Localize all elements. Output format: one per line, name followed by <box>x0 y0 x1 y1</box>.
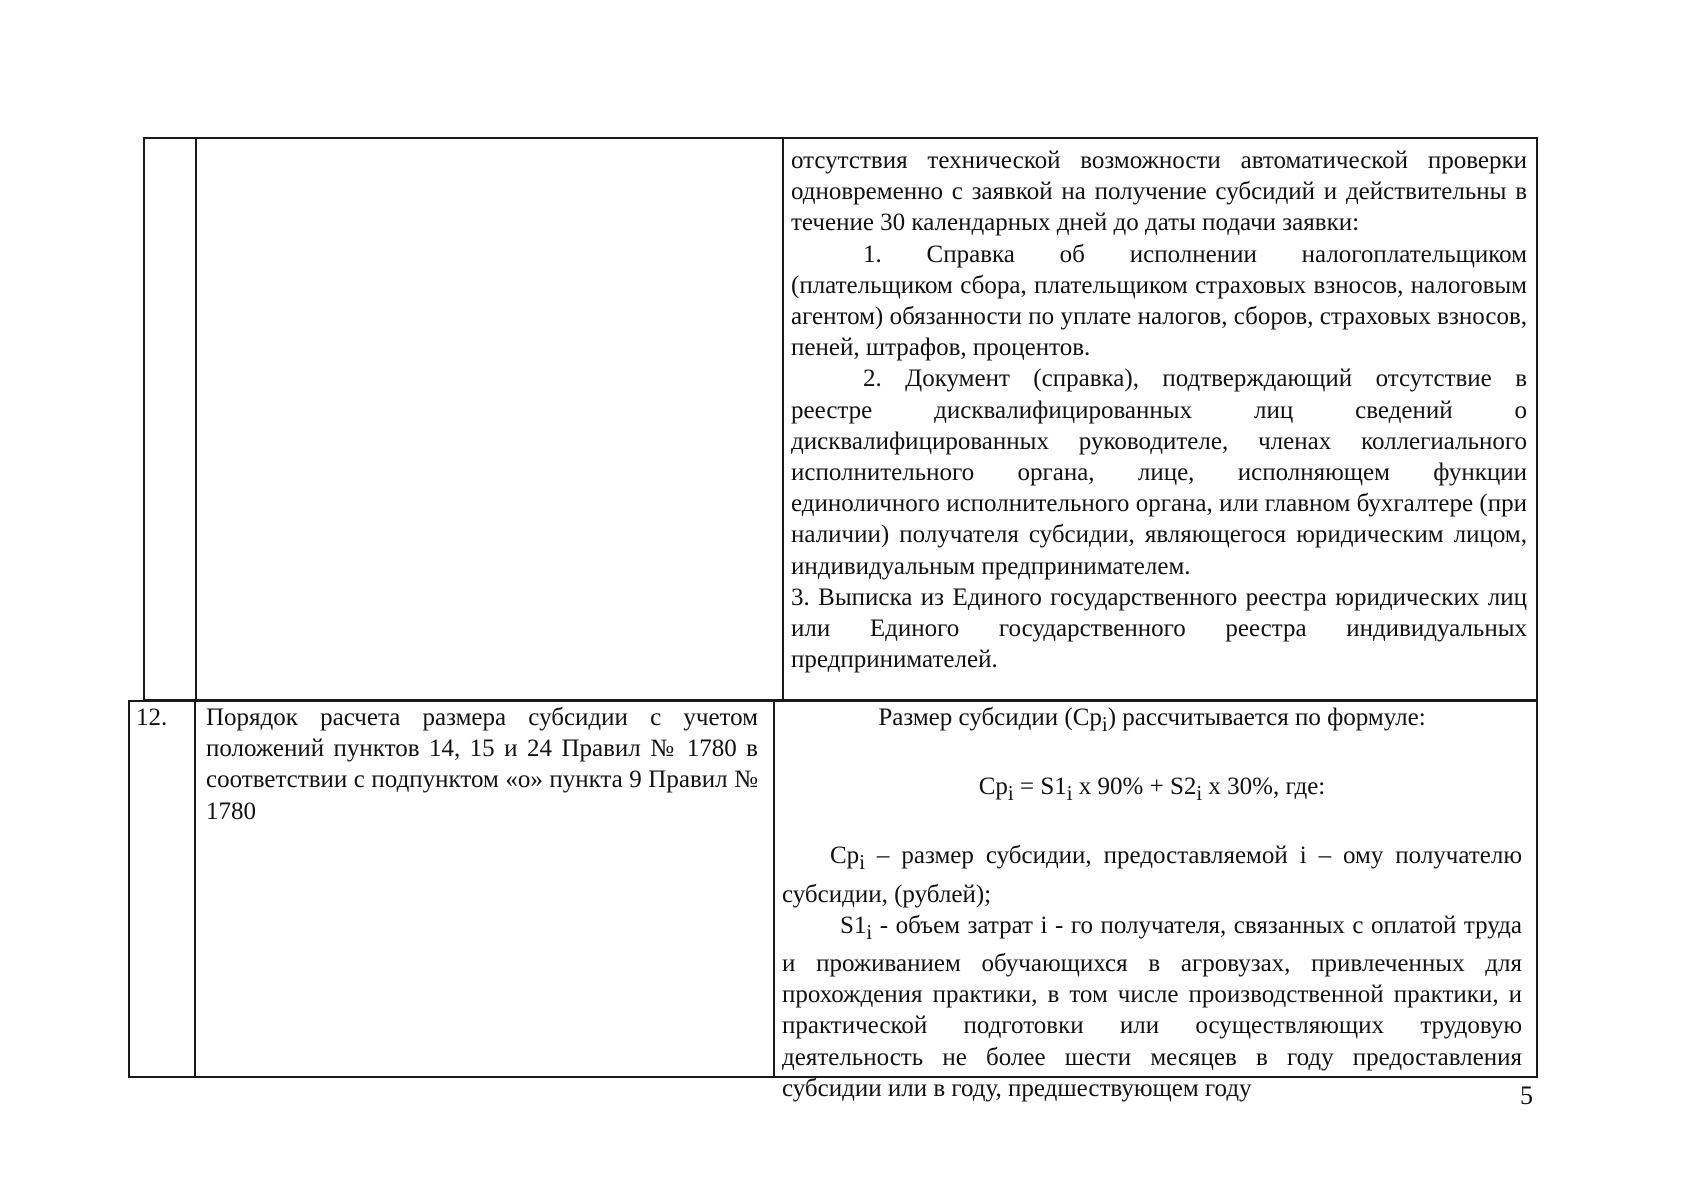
list-item-1: 1. Справка об исполнении налогоплательщиком (плательщиком сбора, плательщиком страховых взносов, налоговым агентом) обязанности по уплате налогов, сборов, страховых взносов, пеней, штрафов, процентов. <box>791 240 1527 362</box>
column-divider <box>782 139 784 699</box>
column-divider <box>194 702 196 1076</box>
continuation-text: отсутствия технической возможности автоматической проверки одновременно с заявкой на получение субсидий и действительны в течение 30 календарных дней до даты подачи заявки: <box>791 147 1527 237</box>
table-row-12 <box>128 700 1538 1102</box>
formula: $Cp_i = S1_i$ х $90\% + S2_i$ х 30%, где: <box>978 773 1326 806</box>
documents-list-cell <box>791 145 1527 675</box>
calculation-cell <box>782 702 1522 1104</box>
row-title: Порядок расчета размера субсидии с учетом положений пунктов 14, 15 и 24 Правил № 1780 в соответствии с подпунктом «о» пункта 9 Правил № 1780 <box>206 704 758 825</box>
column-divider <box>773 702 775 1076</box>
definition-s1: $S1_i$ - объем затрат i - го получателя, связанных с оплатой труда и проживанием обучающихся в агровузах, привлеченных для прохождения практики, в том числе производственной практики, и практической подготовки или осуществляющих трудовую деятельность не более шести месяцев в году предоставления субсидии или в году, предшествующем году <box>782 911 1522 1102</box>
row-number: 12. <box>136 704 168 731</box>
list-item-2: 2. Документ (справка), подтверждающий отсутствие в реестре дисквалифицированных лиц сведений о дисквалифицированных руководителе, членах коллегиального исполнительного органа, лице, исполняющем функции единоличного исполнительного органа, или главном бухгалтере (при наличии) получателя субсидии, являющегося юридическим лицом, индивидуальным предпринимателем. <box>791 365 1527 580</box>
list-item-3: 3. Выписка из Единого государственного реестра юридических лиц или Единого государственного реестра индивидуальных предпринимателей. <box>791 583 1527 674</box>
page-number: 5 <box>1520 1081 1533 1110</box>
table-row-previous <box>143 137 1538 701</box>
formula-intro: Размер субсидии $(Cp_i)$ рассчитывается по формуле: <box>878 704 1426 736</box>
definition-cp: $Cp_i$ – размер субсидии, предоставляемой i – ому получателю субсидии, (рублей); <box>782 842 1522 908</box>
column-divider <box>195 139 197 699</box>
